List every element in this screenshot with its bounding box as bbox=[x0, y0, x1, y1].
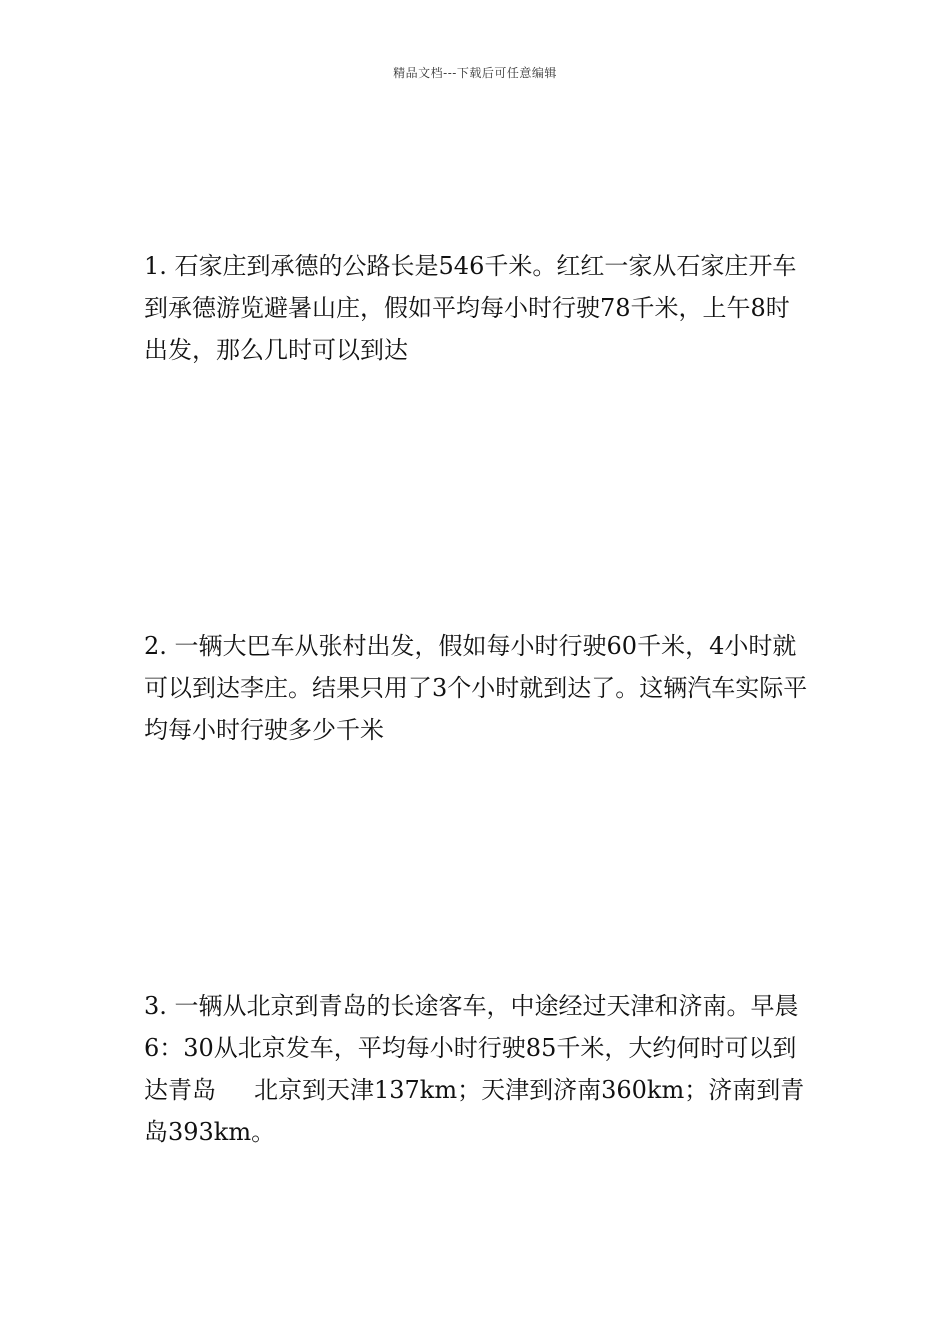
problem-1: 1. 石家庄到承德的公路长是546千米。红红一家从石家庄开车到承德游览避暑山庄，假如平均每小时行驶78千米，上午8时出发，那么几时可以到达 bbox=[144, 252, 797, 364]
problem-2: 2. 一辆大巴车从张村出发，假如每小时行驶60千米，4小时就可以到达李庄。结果只用了3个小时就到达了。这辆汽车实际平均每小时行驶多少千米 bbox=[144, 632, 808, 744]
problem-3 bbox=[144, 985, 810, 1153]
page-header: 精品文档---下载后可任意编辑 bbox=[393, 66, 557, 80]
problem-3-distances: 北京到天津137km；天津到济南360km；济南到青岛393km。 bbox=[144, 1076, 805, 1146]
problem-3-question: 3. 一辆从北京到青岛的长途客车，中途经过天津和济南。早晨6：30从北京发车，平均每小时行驶85千米，大约何时可以到达青岛 bbox=[144, 992, 799, 1104]
